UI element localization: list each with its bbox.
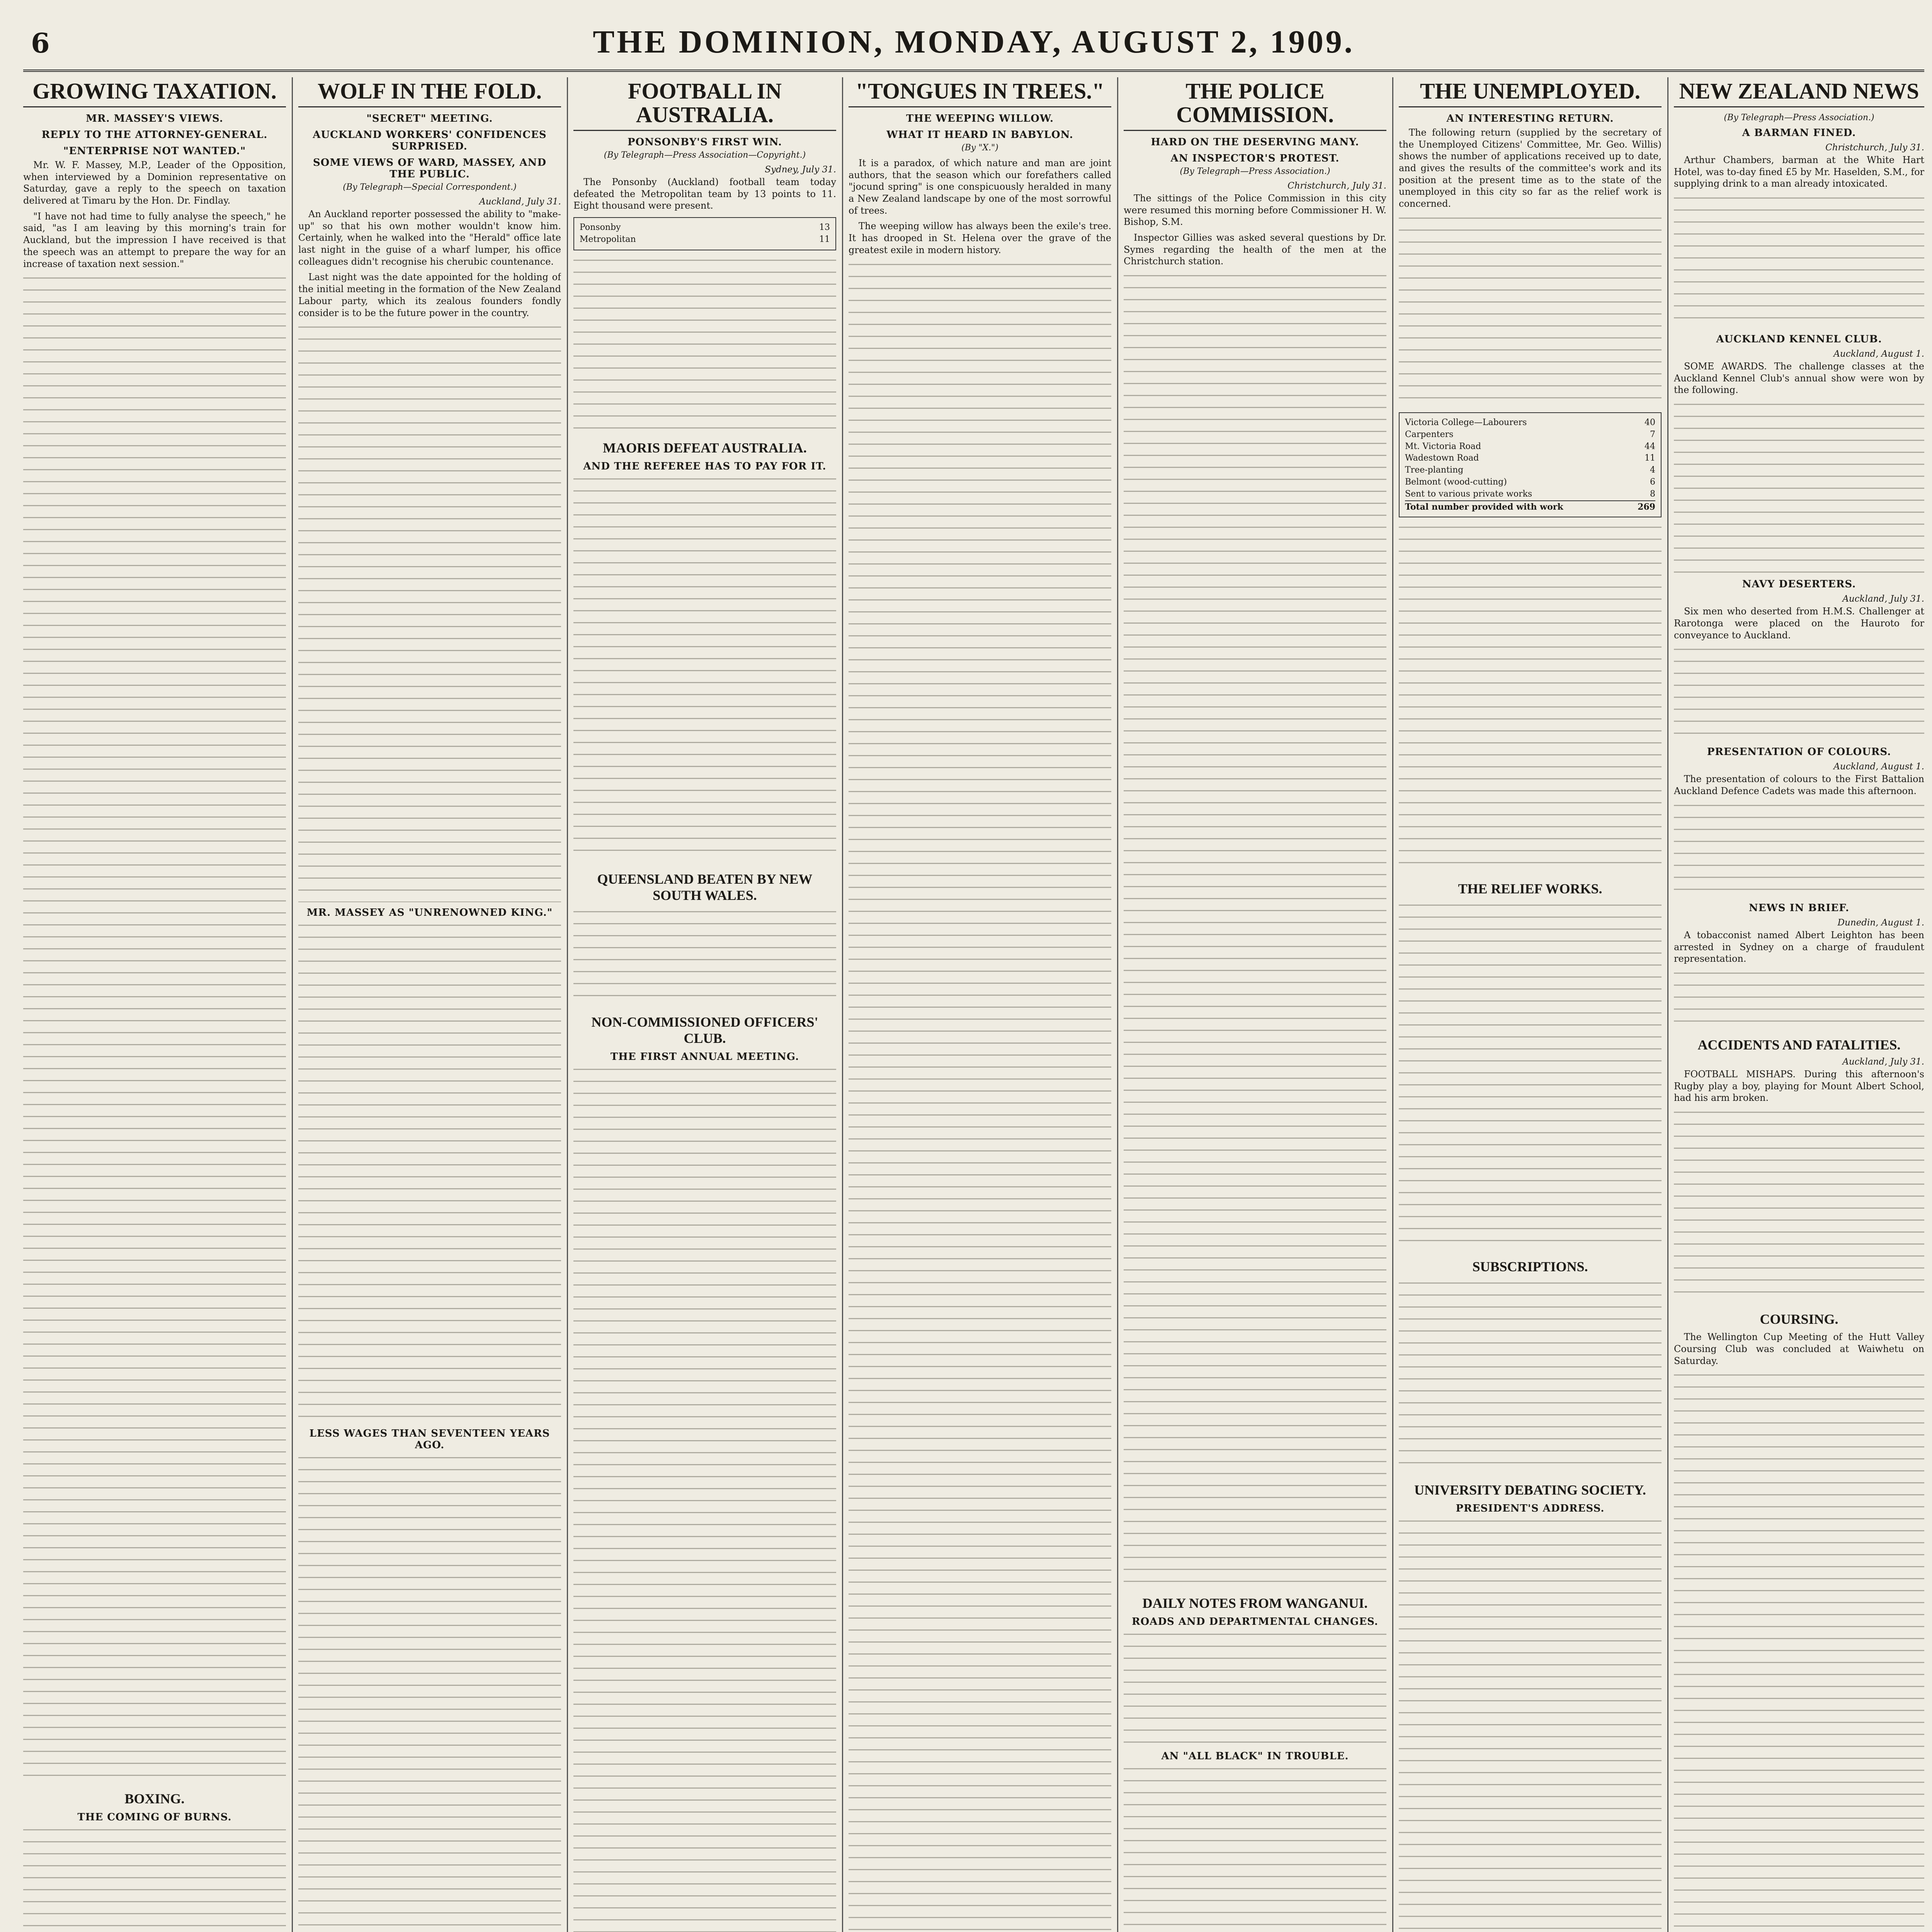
team-score: 11: [819, 234, 830, 244]
article-paragraph: The sittings of the Police Commission in this city were resumed this morning before Commissioner H. W. Bishop, S.M.: [1124, 192, 1386, 228]
article-paragraph: The Ponsonby (Auckland) football team today defeated the Metropolitan team by 13 points to 11. Eight thousand were present.: [573, 176, 836, 211]
section-body: [1124, 1764, 1386, 1932]
news-item-body: [1674, 1371, 1924, 1932]
dateline: Christchurch, July 31.: [1825, 142, 1924, 153]
table-total-row: [1405, 500, 1655, 513]
news-item-body: [1674, 645, 1924, 742]
table-cell: 44: [1645, 441, 1655, 451]
column-tongues-in-trees: [849, 77, 1111, 1932]
team-score: 13: [819, 222, 830, 232]
section-body: [1399, 1279, 1662, 1472]
dateline: Auckland, August 1.: [1833, 349, 1924, 359]
table-cell: 269: [1638, 502, 1655, 512]
article-subhead: PONSONBY'S FIRST WIN.: [628, 136, 782, 148]
news-item-text: The presentation of colours to the First Battalion Auckland Defence Cadets was made this afternoon.: [1674, 774, 1924, 797]
article-body-continued: [1124, 271, 1386, 1585]
column-growing-taxation: [23, 77, 286, 1932]
dateline: Auckland, July 31.: [1842, 594, 1924, 604]
article-subhead: WHAT IT HEARD IN BABYLON.: [886, 129, 1073, 141]
table-cell: Victoria College—Labourers: [1405, 417, 1527, 427]
article-paragraph: Mr. W. F. Massey, M.P., Leader of the Opposition, when interviewed by a Dominion representative on Saturday, gave a reply to the speech on taxation delivered at Timaru by the Hon. Dr. Findlay.: [23, 159, 286, 206]
table-cell: Belmont (wood-cutting): [1405, 477, 1507, 487]
team-name: Ponsonby: [580, 222, 621, 232]
section-headline: BOXING.: [124, 1791, 185, 1807]
news-item-text: A tobacconist named Albert Leighton has been arrested in Sydney on a charge of fraudulent representation.: [1674, 929, 1924, 964]
news-item-title: NAVY DESERTERS.: [1742, 578, 1856, 590]
news-item-body: [1674, 194, 1924, 329]
section-headline: NON-COMMISSIONED OFFICERS' CLUB.: [591, 1014, 818, 1046]
table-row: [1405, 452, 1655, 464]
news-item-title: COURSING.: [1760, 1311, 1838, 1327]
article-subhead: SOME VIEWS OF WARD, MASSEY, AND THE PUBLIC.: [313, 156, 546, 180]
article-byline: (By Telegraph—Special Correspondent.): [343, 182, 517, 192]
column-wolf-in-the-fold: [298, 77, 561, 1932]
article-headline: "TONGUES IN TREES.": [849, 80, 1111, 107]
table-row: [1405, 464, 1655, 476]
section-headline: SUBSCRIPTIONS.: [1472, 1259, 1588, 1275]
column-divider: [567, 77, 568, 1932]
article-body-continued: [298, 921, 561, 1423]
table-cell: 7: [1650, 429, 1655, 439]
newspaper-title: THE DOMINION, MONDAY, AUGUST 2, 1909.: [593, 24, 1355, 60]
article-byline: (By "X."): [961, 143, 998, 153]
section-body: [1399, 1517, 1662, 1932]
article-byline: (By Telegraph—Press Association.): [1724, 112, 1874, 122]
section-subhead: MR. MASSEY AS "UNRENOWNED KING.": [306, 907, 553, 919]
section-body: [573, 1065, 836, 1932]
news-item-text: Six men who deserted from H.M.S. Challenger at Rarotonga were placed on the Hauroto for conveyance to Auckland.: [1674, 606, 1924, 641]
news-item-title: ACCIDENTS AND FATALITIES.: [1697, 1037, 1901, 1053]
score-box: [573, 217, 836, 250]
section-subhead: THE FIRST ANNUAL MEETING.: [610, 1051, 799, 1063]
table-row: [1405, 429, 1655, 441]
section-body: [573, 474, 836, 861]
section-body: [573, 907, 836, 1004]
news-item-body: [1674, 969, 1924, 1027]
news-item-text: Arthur Chambers, barman at the White Hart Hotel, was to-day fined £5 by Mr. Haselden, S.M., for supplying drink to a man already intoxicated.: [1674, 154, 1924, 189]
news-item-body: [1674, 1108, 1924, 1301]
column-divider: [842, 77, 843, 1932]
article-subhead: HARD ON THE DESERVING MANY.: [1151, 136, 1359, 148]
column-unemployed: [1399, 77, 1662, 1932]
table-cell: Mt. Victoria Road: [1405, 441, 1481, 451]
article-body-continued: [573, 256, 836, 430]
section-headline: THE RELIEF WORKS.: [1458, 881, 1602, 897]
dateline: Auckland, July 31.: [479, 196, 561, 207]
score-row: [580, 222, 830, 234]
article-paragraph: An Auckland reporter possessed the ability to "make-up" so that his own mother wouldn't know him. Certainly, when he walked into the "Herald" office late last night in the guise of a wharf lumper, his office colleagues didn't recognise his cherubic countenance.: [298, 208, 561, 267]
table-cell: Tree-planting: [1405, 465, 1464, 475]
news-item-title: NEWS IN BRIEF.: [1748, 902, 1850, 914]
section-subhead: LESS WAGES THAN SEVENTEEN YEARS AGO.: [309, 1428, 550, 1451]
article-body-continued: [298, 1453, 561, 1932]
table-row: [1405, 441, 1655, 453]
article-body-continued: [1399, 523, 1662, 871]
section-subhead: PRESIDENT'S ADDRESS.: [1456, 1503, 1605, 1515]
article-headline: WOLF IN THE FOLD.: [298, 80, 561, 107]
article-subhead: "ENTERPRISE NOT WANTED.": [63, 145, 246, 157]
work-table: [1399, 412, 1662, 517]
column-divider: [1392, 77, 1393, 1932]
article-headline: GROWING TAXATION.: [23, 80, 286, 107]
article-subhead: AN INSPECTOR'S PROTEST.: [1170, 152, 1340, 164]
article-subhead: REPLY TO THE ATTORNEY-GENERAL.: [41, 129, 268, 141]
article-byline: (By Telegraph—Press Association.): [1180, 166, 1330, 176]
article-byline: (By Telegraph—Press Association—Copyright.): [604, 150, 806, 160]
news-item-title: AUCKLAND KENNEL CLUB.: [1716, 333, 1882, 345]
table-cell: Total number provided with work: [1405, 502, 1563, 512]
article-subhead: AN INTERESTING RETURN.: [1446, 112, 1614, 124]
column-divider: [292, 77, 293, 1932]
article-subhead: MR. MASSEY'S VIEWS.: [86, 112, 223, 124]
dateline: Christchurch, July 31.: [1287, 180, 1386, 191]
columns-container: [23, 77, 1924, 1932]
column-police-commission: [1124, 77, 1386, 1932]
table-cell: 8: [1650, 489, 1655, 499]
section-headline: UNIVERSITY DEBATING SOCIETY.: [1414, 1482, 1646, 1498]
news-item-text: SOME AWARDS. The challenge classes at the Auckland Kennel Club's annual show were won by the following.: [1674, 361, 1924, 396]
section-subhead: THE COMING OF BURNS.: [77, 1811, 232, 1823]
section-headline: DAILY NOTES FROM WANGANUI.: [1142, 1595, 1368, 1611]
article-body-continued: [849, 260, 1111, 1932]
table-cell: Wadestown Road: [1405, 453, 1479, 463]
table-cell: 6: [1650, 477, 1655, 487]
article-headline: THE UNEMPLOYED.: [1399, 80, 1662, 107]
article-paragraph: The weeping willow has always been the exile's tree. It has drooped in St. Helena over the grave of the greatest exile in modern history.: [849, 221, 1111, 255]
article-paragraph: It is a paradox, of which nature and man are joint authors, that the season which our forefathers called "jocund spring" is one conspicuously heralded in many a New Zealand landscape by one of the most sorrowful of trees.: [849, 157, 1111, 216]
article-subhead: "SECRET" MEETING.: [366, 112, 493, 124]
article-subhead: AUCKLAND WORKERS' CONFIDENCES SURPRISED.: [313, 129, 547, 152]
news-item-body: [1674, 801, 1924, 898]
team-name: Metropolitan: [580, 234, 636, 244]
article-body-continued: [1399, 214, 1662, 407]
article-headline: NEW ZEALAND NEWS: [1674, 80, 1924, 107]
table-cell: 4: [1650, 465, 1655, 475]
dateline: Dunedin, August 1.: [1837, 917, 1924, 928]
masthead: [23, 12, 1924, 72]
article-paragraph: Last night was the date appointed for the holding of the initial meeting in the formation of the New Zealand Labour party, which its zealous founders fondly consider is to be the future power in the country.: [298, 272, 561, 318]
dateline: Auckland, July 31.: [1842, 1056, 1924, 1067]
news-item-title: PRESENTATION OF COLOURS.: [1707, 746, 1891, 758]
news-item-body: [1674, 400, 1924, 574]
column-football-in-australia: [573, 77, 836, 1932]
article-paragraph: "I have not had time to fully analyse the speech," he said, "as I am leaving by this morning's train for Auckland, but the impression I have received is that the speech was an attempt to prepare the way for an increase of taxation next session.": [23, 211, 286, 269]
section-subhead: AND THE REFEREE HAS TO PAY FOR IT.: [583, 460, 827, 472]
score-row: [580, 234, 830, 246]
news-item-title: A BARMAN FINED.: [1742, 127, 1856, 139]
table-row: [1405, 488, 1655, 500]
section-headline: MAORIS DEFEAT AUSTRALIA.: [603, 440, 807, 456]
article-subhead: THE WEEPING WILLOW.: [906, 112, 1054, 124]
column-divider: [1667, 77, 1668, 1932]
table-cell: Sent to various private works: [1405, 489, 1532, 499]
article-body-continued: [298, 323, 561, 902]
table-row: [1405, 417, 1655, 429]
section-subhead: ROADS AND DEPARTMENTAL CHANGES.: [1132, 1616, 1378, 1628]
article-body-continued: [23, 274, 286, 1781]
section-subhead: AN "ALL BLACK" IN TROUBLE.: [1161, 1750, 1349, 1762]
page-number: 6: [31, 27, 50, 59]
section-headline: QUEENSLAND BEATEN BY NEW SOUTH WALES.: [597, 871, 813, 903]
article-headline: FOOTBALL IN AUSTRALIA.: [573, 80, 836, 131]
section-body: [1124, 1630, 1386, 1746]
table-cell: Carpenters: [1405, 429, 1454, 439]
column-divider: [1117, 77, 1118, 1932]
article-headline: THE POLICE COMMISSION.: [1124, 80, 1386, 131]
section-body: [23, 1825, 286, 1932]
news-item-text: FOOTBALL MISHAPS. During this afternoon's Rugby play a boy, playing for Mount Albert School, had his arm broken.: [1674, 1068, 1924, 1104]
column-new-zealand-news: [1674, 77, 1924, 1932]
table-row: [1405, 476, 1655, 488]
table-cell: 40: [1645, 417, 1655, 427]
article-paragraph: The following return (supplied by the secretary of the Unemployed Citizens' Committee, Mr. Geo. Willis) shows the number of applications received up to date, and gives the results of the committee's work and its position at the present time as to the state of the unemployed in this city so far as the relief work is concerned.: [1399, 127, 1662, 209]
dateline: Auckland, August 1.: [1833, 762, 1924, 772]
table-cell: 11: [1645, 453, 1655, 463]
dateline: Sydney, July 31.: [765, 164, 836, 175]
news-item-text: The Wellington Cup Meeting of the Hutt Valley Coursing Club was concluded at Waiwhetu on Saturday.: [1674, 1332, 1924, 1366]
section-body: [1399, 901, 1662, 1248]
article-paragraph: Inspector Gillies was asked several questions by Dr. Symes regarding the health of the men at the Christchurch station.: [1124, 232, 1386, 267]
